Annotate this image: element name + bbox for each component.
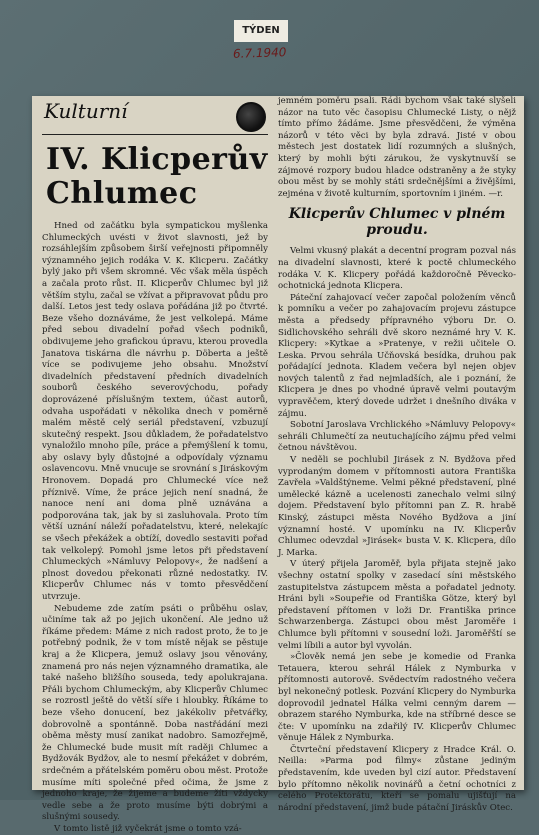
- paragraph: Čtvrteční představení Klicpery z Hradce Král. O. Neilla: »Parma pod filmy« zůstane jediným představením, kde uveden byl cizí autor. Představení bylo přítomno několik novinářů a četní ochotníci z celého Protektorátu, kteří se pomalu ujišťují na národní představení, jimž bude pátační Jiráskův Otec.: [278, 744, 516, 813]
- sub-headline: Klicperův Chlumec v plném proudu.: [288, 206, 506, 239]
- ornament-icon: [236, 102, 266, 132]
- rubric-label: Kulturní: [44, 99, 128, 123]
- paragraph: V tomto listě již vyčekrát jsme o tomto vzá-: [54, 823, 242, 834]
- paragraph: Sobotní Jaroslava Vrchlického »Námluvy Pelopovy« sehráli Chlumečtí za neutuchajícího zájmu před velmi četnou návštěvou.: [278, 420, 516, 454]
- article-headline: IV. Klicperův Chlumec: [46, 142, 268, 211]
- paragraph: Páteční zahajovací večer započal položením věnců k pomníku a večer po zahajovacím projevu zástupce města a předsedy přípravného výboru Dr. O. Sidlichovského sehráli dvě skoro neznámé hry V. K. Klicpery: »Kytkae a »Pratenye, v režii učitele O. Leska. Prvou sehrála Učňovská besídka, druhou pak pořádající jednota. Kladem večera byl nejen objev nových talentů z řad nejmladších, ale i poznání, že Klicpera je dnes po vhodné úpravě velmi poutavým vypravěčem, který dovede udržet i dnešního diváka v zájmu.: [278, 292, 516, 419]
- rubric-header: [42, 100, 268, 135]
- paragraph: V úterý přijela Jaroměř, byla přijata stejně jako všechny ostatní spolky v zasedací síni městského zastupitelstva zástupcem města a pořadatel jednoty. Hráni byli »Soupeřie od Františka Götze, který byl představení přítomen v loži Dr. Františka prince Schwarzenberga. Zástupci obou měst Jaroměře i Chlumce byli přítomni v sousední loži. Jaroměřští se velmi líbili a autor byl vyvolán.: [278, 559, 516, 651]
- right-column: [278, 96, 516, 813]
- newspaper-clipping: [32, 96, 524, 834]
- paragraph: Nebudeme zde zatím psáti o průběhu oslav, učiníme tak až po jejich ukončení. Ale jedno už říkáme předem: Máme z nich radost proto, že to je potřebný podnik, že v tom místě nějak se pěstuje kraj a že Klicpera, jemuž oslavy jsou věnovány, znamená pro nás nejen významného dramatika, ale také našeho bližšího souseda, tedy apolukrajana. Přáli bychom Chlumeckým, aby Klicperův Chlumec se rozrostl ještě do větší síře i hloubky. Říkáme to beze všeho donucení, bez jakékoliv přetvářky, dobrovolně a spontánně. Doba nastřádání mezi oběma městy musí zanikat nadobro. Samozřejmě, že Chlumecké bude musit mít raději Chlumec a Bydžovák Bydžov, ale to nesmí překážet v dobrém, srdečném a přátelském poměru obou měst. Protože musíme míti společné před očima, že jsme z jednoho kraje, že žijeme a budeme žíti vždycky vedle sebe a že proto musíme býti dobrými a slušnými sousedy.: [42, 603, 268, 823]
- paragraph: »Člověk nemá jen sebe je komedie od Franka Tetauera, kterou sehrál Hálek z Nymburka v přítomnosti autorově. Svědectvím radostného večera byl nekonečný potlesk. Pozvání Klicpery do Nymburka doprovodil jednatel Hálka velmi cenným darem — obrazem starého Nymburka, kde na stříbrné desce se čte: V upomínku na zdařilý IV. Klicperův Chlumec věnuje Hálek z Nymburka.: [278, 652, 516, 744]
- paragraph: Velmi vkusný plakát a decentní program pozval nás na divadelní slavnosti, které k poctě chlumeckého rodáka V. K. Klicpery pořádá každoročně Pěvecko-ochotnická jednota Klicpera.: [278, 246, 516, 292]
- paragraph: V neděli se pochlubil Jirásek z N. Bydžova před vyprodaným domem v přítomnosti autora Františka Zavřela »Valdštýneme. Velmi pěkné představení, plné umělecké kázně a ucelenosti zanechalo velmi silný dojem. Představení bylo přítomni pan Z. R. hrabě Kinský, zástupci města Nového Bydžova a jiní významní hosté. V upomínku na IV. Klicperův Chlumec odevzdal »Jirásek« busta V. K. Klicpera, dílo J. Marka.: [278, 455, 516, 558]
- handwritten-date: 6.7.1940: [232, 45, 287, 61]
- left-column: [42, 99, 268, 834]
- paragraph: Hned od začátku byla sympatickou myšlenka Chlumeckých uvésti v život slavnosti, jež by rozsáhlejším způsobem širší veřejnosti připomněly významného jejich rodáka V. K. Klicperu. Začátky bylý jako při všem skromné. Věc však měla úspěch a začala proto růst. II. Klicperův Chlumec byl již větším stylu, začal se vžívat a připravovat půdu pro další. Letos jest tedy oslava pořádána již po čtvrté. Beze všeho doznáváme, že jest velkolepá. Máme před sebou divadelní pořad všech podniků, obdivujeme jeho grafickou úpravu, kterou provedla Janatova tiskárna dle návrhu p. Döberta a ještě více se podivujeme jeho obsahu. Množství divadelních představení předních divadelních souborů českého severovýchodu, pořady doprovázené příslušným textem, účast autorů, odvaha uspořádati v několika dnech v poměrně malém městě celý seriál představení, vzbuzují skutečný respekt. Jsou důkladem, že pořadatelstvo vynaložilo mnoho píle, práce a přemýšlení k tomu, aby oslavy byly důstojné a odpovídaly významu oslavencovu. Mně vnucuje se srovnání s Jiráskovým Hronovem. Dopadá pro Chlumecké více než příznivě. Víme, že práce jejich není snadná, že nanoce není ani doma plně uznávána a podporována tak, jak by si zasluhovala. Proto tím větší uznání náleží pořadatelstvu, které, nelekajíc se všech překážek a obtíží, dovedlo sestaviti pořad tak velkolepý. Pomohl jsme letos při představení Chlumeckých »Námluvy Pelopovy«, že nadšení a plnost dovedou překonati různé nedostatky. IV. Klicperův Chlumec nás v tomto přesvědčení utvrzuje.: [42, 221, 268, 602]
- source-stamp: TÝDEN: [234, 20, 288, 42]
- paragraph: jemném poměru psali. Rádi bychom však také slyšeli názor na tuto věc časopisu Chlumecké Listy, o nějž tímto přímo žádáme. Jsme přesvědčeni, že výměna názorů v této věci by byla zdravá. Jisté v obou městech jest dostatek lidí rozumných a slušných, který by mohli býti zárukou, že vyskytnuvší se zájmové rozpory budou hladce odstraněny a že styky obou měst by se mohly státi srdečnějšími a živějšími, zejména v životě kulturním, sportovním i jiném. —r.: [278, 96, 516, 199]
